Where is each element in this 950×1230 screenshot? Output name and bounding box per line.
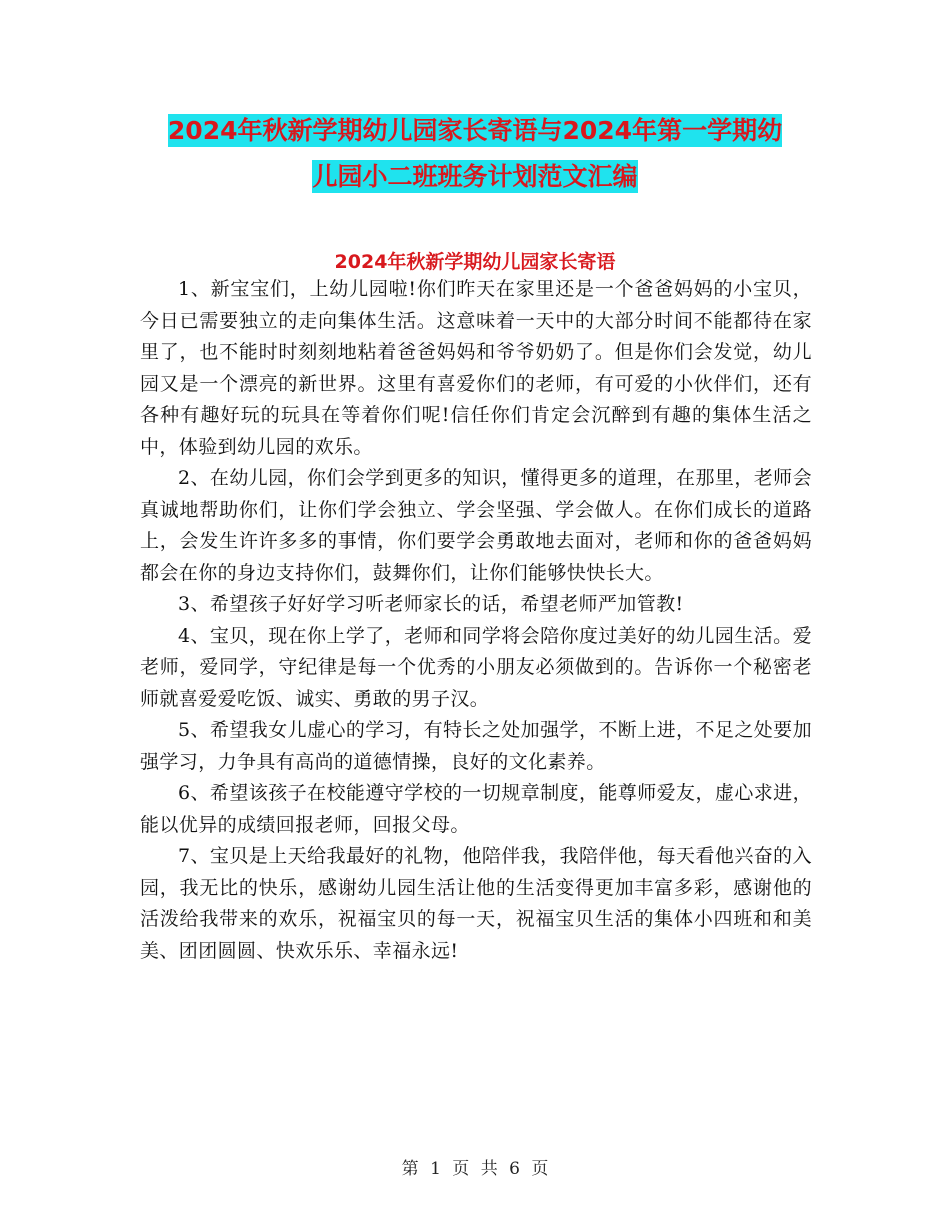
document-title-line-2: 儿园小二班班务计划范文汇编	[312, 162, 638, 191]
paragraph-4: 4、宝贝，现在你上学了，老师和同学将会陪你度过美好的幼儿园生活。爱老师，爱同学，守纪律是每一个优秀的小朋友必须做到的。告诉你一个秘密老师就喜爱爱吃饭、诚实、勇敢的男子汉。	[140, 624, 812, 710]
section-heading: 2024年秋新学期幼儿园家长寄语	[334, 251, 616, 273]
page-footer: 第 1 页 共 6 页	[401, 1159, 549, 1179]
paragraph-3: 3、希望孩子好好学习听老师家长的话，希望老师严加管教!	[178, 593, 684, 615]
paragraph-1: 1、新宝宝们，上幼儿园啦!你们昨天在家里还是一个爸爸妈妈的小宝贝，今日已需要独立的走向集体生活。这意味着一天中的大部分时间不能都待在家里了，也不能时时刻刻地粘着爸爸妈妈和爷爷奶奶了。但是你们会发觉，幼儿园又是一个漂亮的新世界。这里有喜爱你们的老师，有可爱的小伙伴们，还有各种有趣好玩的玩具在等着你们呢!信任你们肯定会沉醉到有趣的集体生活之中，体验到幼儿园的欢乐。	[140, 278, 812, 458]
paragraph-2: 2、在幼儿园，你们会学到更多的知识，懂得更多的道理，在那里，老师会真诚地帮助你们，让你们学会独立、学会坚强、学会做人。在你们成长的道路上，会发生许许多多的事情，你们要学会勇敢地去面对，老师和你的爸爸妈妈都会在你的身边支持你们，鼓舞你们，让你们能够快快长大。	[140, 467, 812, 584]
paragraph-7: 7、宝贝是上天给我最好的礼物，他陪伴我，我陪伴他，每天看他兴奋的入园，我无比的快乐，感谢幼儿园生活让他的生活变得更加丰富多彩，感谢他的活泼给我带来的欢乐，祝福宝贝的每一天，祝福宝贝生活的集体小四班和和美美、团团圆圆、快欢乐乐、幸福永远!	[140, 845, 812, 962]
paragraph-6: 6、希望该孩子在校能遵守学校的一切规章制度，能尊师爱友，虚心求进，能以优异的成绩回报老师，回报父母。	[140, 782, 812, 836]
document-title	[140, 108, 810, 200]
document-body	[140, 274, 812, 967]
document-title-line-1: 2024年秋新学期幼儿园家长寄语与2024年第一学期幼	[167, 116, 783, 145]
paragraph-5: 5、希望我女儿虚心的学习，有特长之处加强学，不断上进，不足之处要加强学习，力争具有高尚的道德情操，良好的文化素养。	[140, 719, 812, 773]
